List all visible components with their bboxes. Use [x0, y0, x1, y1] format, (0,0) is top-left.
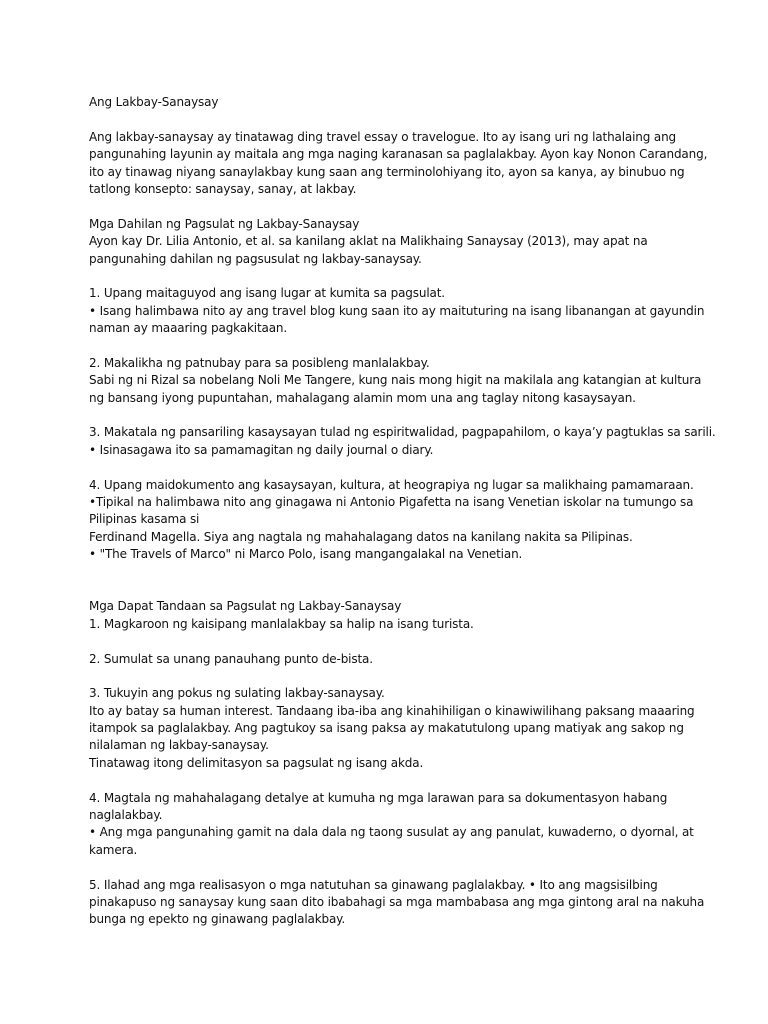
- text-line: ito ay tinawag niyang sanaylakbay kung saan ang terminolohiyang ito, ayon sa kanya, ay binubuo ng: [89, 164, 685, 179]
- text-line: pangunahing layunin ay maitala ang mga naging karanasan sa paglalakbay. Ayon kay Nonon Carandang,: [89, 147, 708, 162]
- text-line: Ayon kay Dr. Lilia Antonio, et al. sa kanilang aklat na Malikhaing Sanaysay (2013), may apat na: [89, 234, 648, 249]
- text-line: 3. Makatala ng pansariling kasaysayan tulad ng espiritwalidad, pagpapahilom, o kaya’y pagtuklas sa sarili.: [89, 425, 716, 440]
- text-line: 4. Upang maidokumento ang kasaysayan, kultura, at heograpiya ng lugar sa malikhaing pamamaraan.: [89, 477, 694, 492]
- list-item: [89, 285, 705, 337]
- text-line: • Ang mga pangunahing gamit na dala dala ng taong susulat ay ang panulat, kuwaderno, o dyornal, at: [89, 825, 694, 840]
- list-item: [89, 685, 695, 772]
- section-heading: Mga Dahilan ng Pagsulat ng Lakbay-Sanaysay: [89, 216, 360, 231]
- text-line: 4. Magtala ng mahahalagang detalye at kumuha ng mga larawan para sa dokumentasyon habang: [89, 790, 668, 805]
- text-line: •Tipikal na halimbawa nito ang ginagawa ni Antonio Pigafetta na isang Venetian iskolar na tumungo sa: [89, 494, 694, 509]
- text-line: Ito ay batay sa human interest. Tandaang iba-iba ang kinahihiligan o kinawiwilihang paksang maaaring: [89, 703, 695, 718]
- text-line: • Isang halimbawa nito ay ang travel blog kung saan ito ay maituturing na isang libanangan at gayundin: [89, 303, 705, 318]
- list-item: [89, 424, 716, 459]
- text-line: • "The Travels of Marco" ni Marco Polo, isang mangangalakal na Venetian.: [89, 547, 523, 562]
- list-item: [89, 651, 689, 668]
- text-line: 2. Sumulat sa unang panauhang punto de-bista.: [89, 651, 373, 666]
- text-line: 3. Tukuyin ang pokus ng sulating lakbay-sanaysay.: [89, 686, 385, 701]
- list-item: [89, 877, 705, 929]
- text-line: 5. Ilahad ang mga realisasyon o mga natutuhan sa ginawang paglalakbay. • Ito ang magsisilbing: [89, 877, 658, 892]
- text-line: Pilipinas kasama si: [89, 512, 200, 527]
- text-line: kamera.: [89, 842, 138, 857]
- document-page: [89, 94, 716, 929]
- section-intro: [89, 233, 689, 268]
- text-line: 2. Makalikha ng patnubay para sa posibleng manlalakbay.: [89, 355, 430, 370]
- text-line: naglalakbay.: [89, 808, 163, 823]
- text-line: 1. Magkaroon ng kaisipang manlalakbay sa halip na isang turista.: [89, 616, 474, 631]
- list-item: [89, 355, 702, 407]
- section-heading: Mga Dapat Tandaan sa Pagsulat ng Lakbay-Sanaysay: [89, 599, 402, 614]
- text-line: pangunahing dahilan ng pagsusulat ng lakbay-sanaysay.: [89, 251, 422, 266]
- text-line: nilalaman ng lakbay-sanaysay.: [89, 738, 269, 753]
- text-line: tatlong konsepto: sanaysay, sanay, at lakbay.: [89, 181, 357, 196]
- text-line: ng bansang iyong pupuntahan, mahalagang alamin mom una ang taglay nitong kasaysayan.: [89, 390, 636, 405]
- document-title: Ang Lakbay-Sanaysay: [89, 95, 219, 109]
- text-line: Ang lakbay-sanaysay ay tinatawag ding travel essay o travelogue. Ito ay isang uri ng lathalaing ang: [89, 129, 677, 144]
- text-line: pinakapuso ng sanaysay kung saan dito ibabahagi sa mga mambabasa ang mga gintong aral na nakuha: [89, 894, 705, 909]
- list-item: [89, 616, 689, 633]
- text-line: Tinatawag itong delimitasyon sa pagsulat ng isang akda.: [89, 755, 424, 770]
- intro-paragraph: [89, 129, 708, 199]
- text-line: • Isinasagawa ito sa pamamagitan ng daily journal o diary.: [89, 442, 434, 457]
- text-line: bunga ng epekto ng ginawang paglalakbay.: [89, 912, 346, 927]
- text-line: Ferdinand Magella. Siya ang nagtala ng mahahalagang datos na kanilang nakita sa Pilipinas.: [89, 529, 633, 544]
- list-item: [89, 477, 694, 564]
- text-line: naman ay maaaring pagkakitaan.: [89, 321, 288, 336]
- text-line: 1. Upang maitaguyod ang isang lugar at kumita sa pagsulat.: [89, 286, 445, 301]
- list-item: [89, 790, 694, 860]
- text-line: itampok sa paglalakbay. Ang pagtukoy sa isang paksa ay makatutulong upang matiyak ang sakop ng: [89, 721, 684, 736]
- text-line: Sabi ng ni Rizal sa nobelang Noli Me Tangere, kung nais mong higit na makilala ang katangian at kultura: [89, 373, 702, 388]
